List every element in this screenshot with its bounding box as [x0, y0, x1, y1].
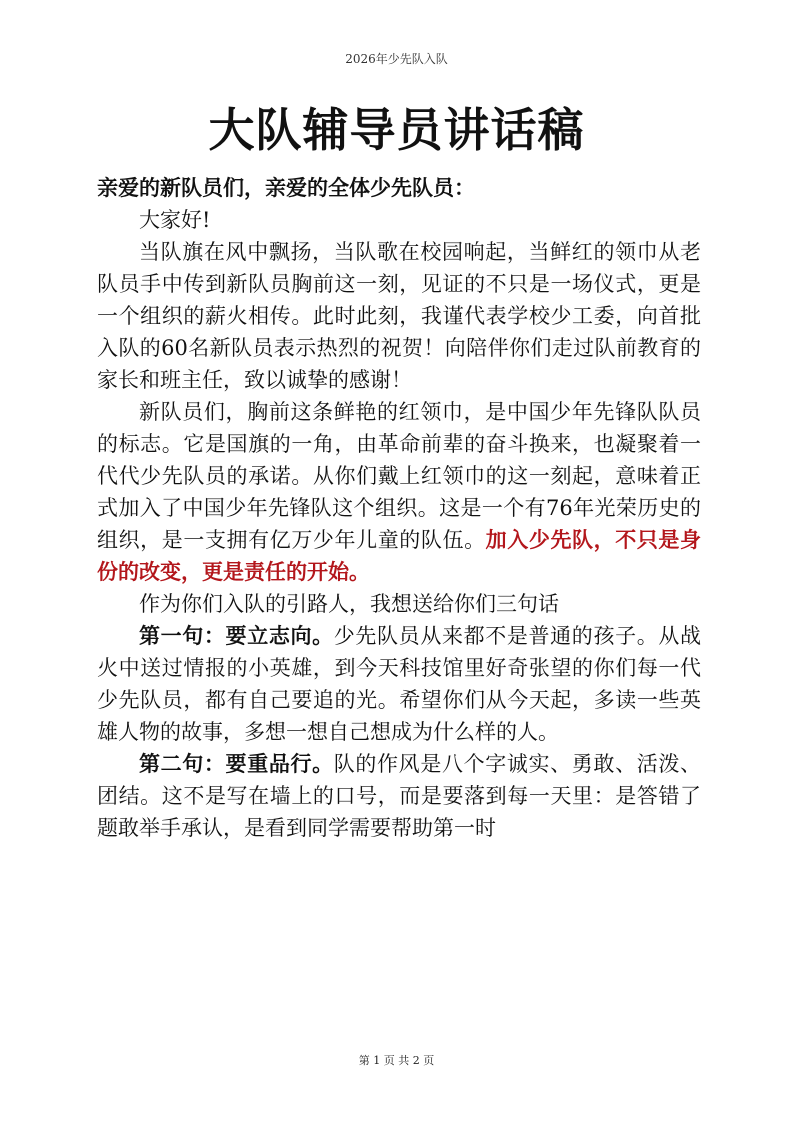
salutation: 亲爱的新队员们，亲爱的全体少先队员： [97, 175, 475, 200]
paragraph-4-heading: 第一句：要立志向。 [139, 623, 334, 648]
paragraph-5-text: 队的作风是八个字诚实、勇敢、活泼、团结。这不是写在墙上的口号，而是要落到每一天里：是答错了题敢举手承认，是看到同学需要帮助第一时 [97, 752, 702, 840]
page-footer: 第 1 页 共 2 页 [358, 1054, 435, 1067]
paragraph-3: 作为你们入队的引路人，我想送给你们三句话 [139, 592, 559, 616]
document-title: 大队辅导员讲话稿 [208, 103, 585, 157]
paragraph-5-heading: 第二句：要重品行。 [139, 751, 334, 776]
paragraph-1: 当队旗在风中飘扬，当队歌在校园响起，当鲜红的领巾从老队员手中传到新队员胸前这一刻，见证的不只是一场仪式，更是一个组织的薪火相传。此时此刻，我谨代表学校少工委，向首批入队的60名新队员表示热烈的祝贺！向陪伴你们走过队前教育的家长和班主任，致以诚挚的感谢！ [97, 240, 701, 392]
greeting: 大家好! [139, 208, 211, 232]
document-body [97, 172, 701, 844]
paragraph-2-highlight: 加入少先队，不只是身份的改变，更是责任的开始。 [97, 527, 702, 584]
paragraph-5 [97, 748, 701, 844]
page-header: 2026年少先队入队 [345, 52, 448, 66]
paragraph-4-text: 少先队员从来都不是普通的孩子。从战火中送过情报的小英雄，到今天科技馆里好奇张望的你们每一代少先队员，都有自己要追的光。希望你们从今天起，多读一些英雄人物的故事，多想一想自己想成为什么样的人。 [97, 624, 702, 744]
paragraph-4 [97, 620, 701, 748]
paragraph-2-text: 新队员们，胸前这条鲜艳的红领巾，是中国少年先锋队队员的标志。它是国旗的一角，由革命前辈的奋斗换来，也凝聚着一代代少先队员的承诺。从你们戴上红领巾的这一刻起，意味着正式加入了中国少年先锋队这个组织。这是一个有76年光荣历史的组织，是一支拥有亿万少年儿童的队伍。 [97, 400, 701, 552]
paragraph-2 [97, 396, 701, 588]
